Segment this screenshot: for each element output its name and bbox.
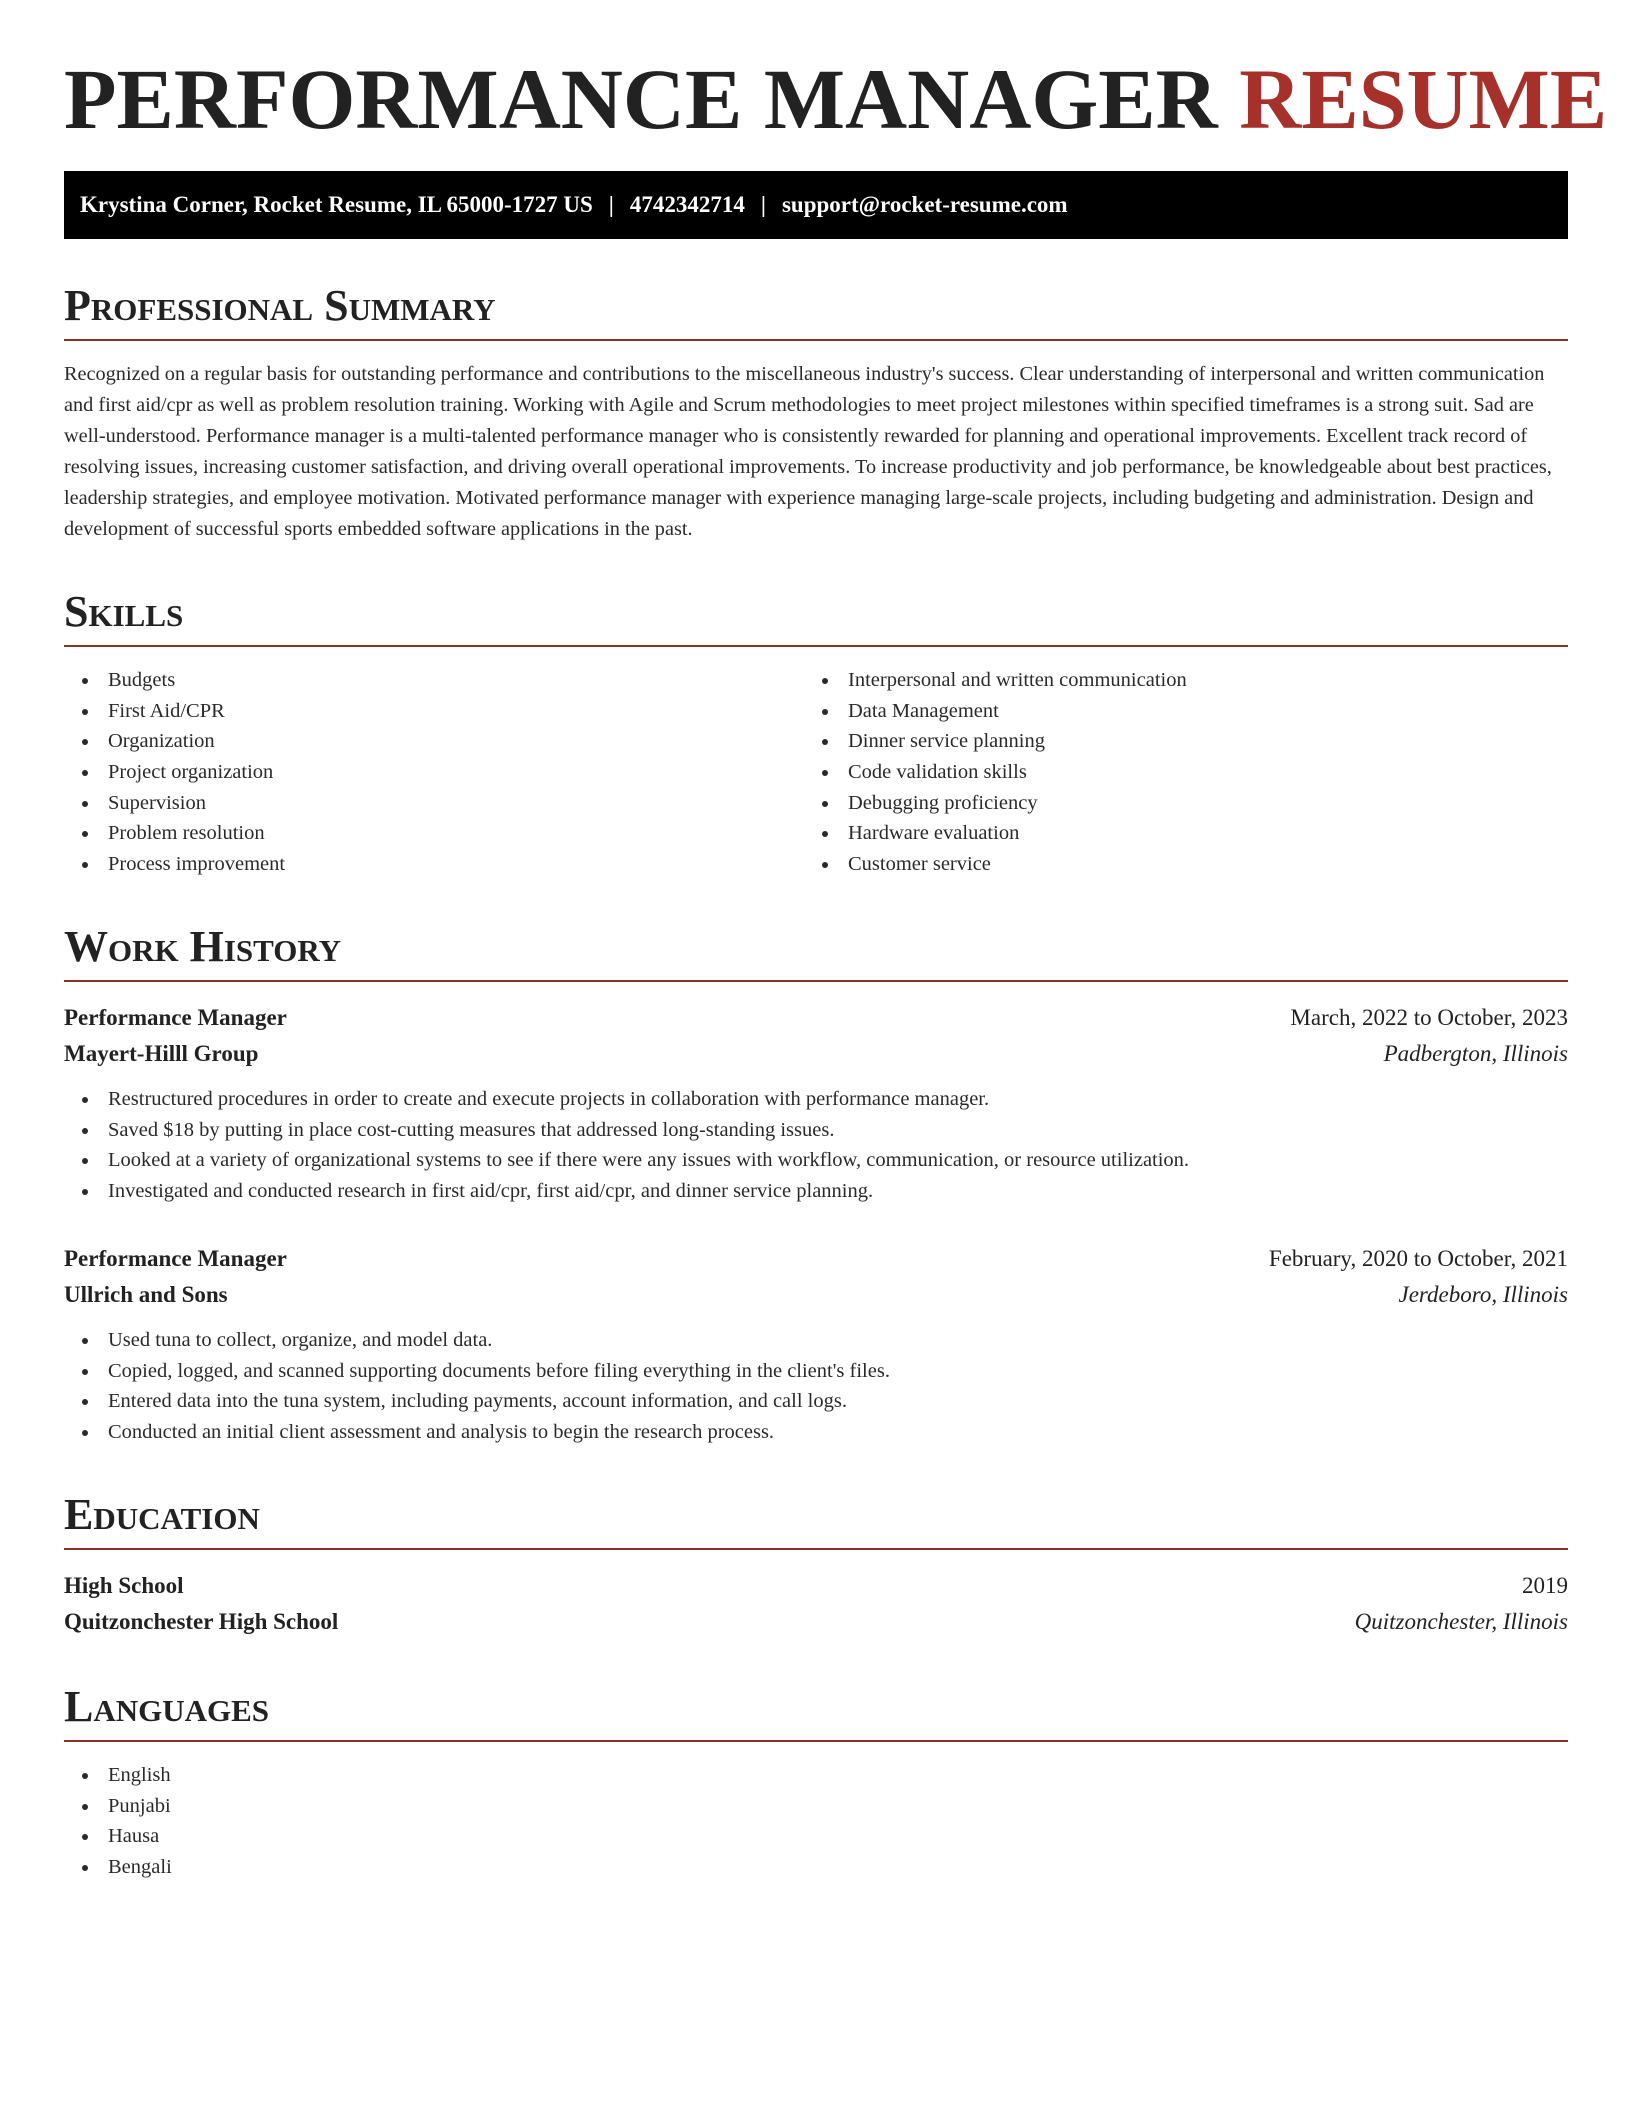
skill-item: Data Management bbox=[804, 696, 1568, 727]
education-location: Quitzonchester, Illinois bbox=[1354, 1608, 1568, 1634]
job-bullet: Conducted an initial client assessment and analysis to begin the research process. bbox=[64, 1417, 1568, 1448]
contact-bar bbox=[64, 171, 1568, 239]
job-title: Performance Manager bbox=[64, 1245, 287, 1271]
job-location: Padbergton, Illinois bbox=[1383, 1041, 1568, 1067]
education-year: 2019 bbox=[1522, 1572, 1568, 1598]
resume-title bbox=[64, 51, 1608, 147]
language-item: Hausa bbox=[64, 1821, 1568, 1852]
education-heading: Education bbox=[64, 1492, 1568, 1550]
skills-section bbox=[64, 586, 1568, 880]
skill-item: Problem resolution bbox=[64, 818, 804, 849]
job-bullet: Restructured procedures in order to create and execute projects in collaboration with performance manager. bbox=[64, 1084, 1568, 1115]
work-history-heading: Work History bbox=[64, 924, 1568, 982]
language-item: Bengali bbox=[64, 1852, 1568, 1883]
contact-phone: 4742342714 bbox=[629, 191, 745, 217]
contact-email: support@rocket-resume.com bbox=[781, 191, 1068, 217]
job-bullet: Entered data into the tuna system, including payments, account information, and call logs. bbox=[64, 1386, 1568, 1417]
job-bullet: Looked at a variety of organizational systems to see if there were any issues with workflow, communication, or resource utilization. bbox=[64, 1145, 1568, 1176]
skill-item: Debugging proficiency bbox=[804, 788, 1568, 819]
contact-separator: | bbox=[608, 191, 614, 217]
contact-separator: | bbox=[760, 191, 766, 217]
skill-item: Budgets bbox=[64, 665, 804, 696]
skill-item: Customer service bbox=[804, 849, 1568, 880]
skill-item: Dinner service planning bbox=[804, 726, 1568, 757]
job-company: Mayert-Hilll Group bbox=[64, 1041, 259, 1067]
language-item: Punjabi bbox=[64, 1791, 1568, 1822]
skill-item: Code validation skills bbox=[804, 757, 1568, 788]
contact-address: Krystina Corner, Rocket Resume, IL 65000-1727 US bbox=[80, 191, 593, 217]
work-history-section bbox=[64, 921, 1568, 1448]
resume-title-accent: RESUME bbox=[1239, 51, 1608, 147]
job-entry bbox=[64, 1000, 1568, 1207]
skill-item: Supervision bbox=[64, 788, 804, 819]
resume-title-main: PERFORMANCE MANAGER bbox=[64, 51, 1218, 147]
job-title: Performance Manager bbox=[64, 1005, 287, 1031]
job-bullet: Investigated and conducted research in first aid/cpr, first aid/cpr, and dinner service planning. bbox=[64, 1176, 1568, 1207]
job-bullet: Copied, logged, and scanned supporting documents before filing everything in the client's files. bbox=[64, 1356, 1568, 1387]
skill-item: First Aid/CPR bbox=[64, 696, 804, 727]
skill-item: Hardware evaluation bbox=[804, 818, 1568, 849]
skill-item: Process improvement bbox=[64, 849, 804, 880]
skills-list-right bbox=[804, 665, 1568, 880]
skill-item: Interpersonal and written communication bbox=[804, 665, 1568, 696]
summary-heading: Professional Summary bbox=[64, 283, 1568, 341]
skill-item: Organization bbox=[64, 726, 804, 757]
languages-heading: Languages bbox=[64, 1684, 1568, 1742]
skills-list-left bbox=[64, 665, 804, 880]
job-bullets bbox=[64, 1084, 1568, 1207]
job-company: Ullrich and Sons bbox=[64, 1281, 228, 1307]
education-school: Quitzonchester High School bbox=[64, 1608, 339, 1634]
language-item: English bbox=[64, 1760, 1568, 1791]
job-dates: February, 2020 to October, 2021 bbox=[1268, 1245, 1568, 1271]
summary-section bbox=[64, 280, 1568, 545]
job-bullets bbox=[64, 1325, 1568, 1448]
education-entry bbox=[64, 1568, 1568, 1640]
job-dates: March, 2022 to October, 2023 bbox=[1290, 1005, 1568, 1031]
education-section bbox=[64, 1489, 1568, 1640]
skills-heading: Skills bbox=[64, 589, 1568, 647]
languages-section bbox=[64, 1681, 1568, 1883]
summary-text: Recognized on a regular basis for outstanding performance and contributions to the miscellaneous industry's success. Clear understanding of interpersonal and written communication and first aid/cpr as well as problem resolution training. Working with Agile and Scrum methodologies to meet project milestones within specified timeframes is a strong suit. Sad are well-understood. Performance manager is a multi-talented performance manager who is consistently rewarded for planning and operational improvements. Excellent track record of resolving issues, increasing customer satisfaction, and driving overall operational improvements. To increase productivity and job performance, be knowledgeable about best practices, leadership strategies, and employee motivation. Motivated performance manager with experience managing large-scale projects, including budgeting and administration. Design and development of successful sports embedded software applications in the past. bbox=[64, 362, 1552, 540]
job-bullet: Used tuna to collect, organize, and model data. bbox=[64, 1325, 1568, 1356]
job-bullet: Saved $18 by putting in place cost-cutting measures that addressed long-standing issues. bbox=[64, 1115, 1568, 1146]
skill-item: Project organization bbox=[64, 757, 804, 788]
education-degree: High School bbox=[64, 1572, 184, 1598]
languages-list bbox=[64, 1760, 1568, 1883]
job-entry bbox=[64, 1241, 1568, 1448]
job-location: Jerdeboro, Illinois bbox=[1398, 1281, 1568, 1307]
